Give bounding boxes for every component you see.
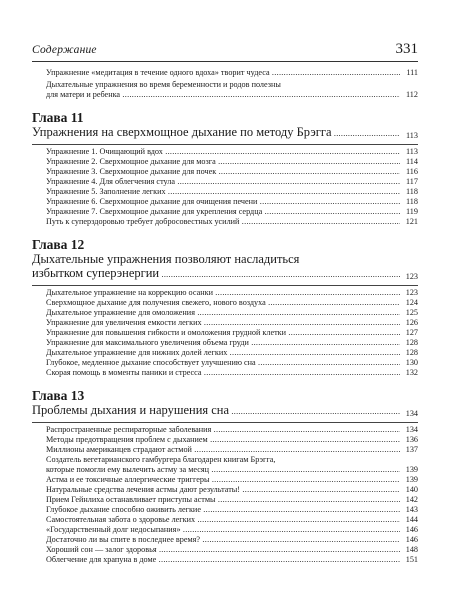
toc-entry[interactable] bbox=[32, 197, 418, 207]
toc-entry[interactable] bbox=[32, 535, 418, 545]
toc-entry-text: которые помогли ему вылечить астму за месяц ..... bbox=[46, 465, 400, 475]
toc-entry-text: Распространенные респираторные заболевания ..... bbox=[46, 425, 400, 435]
toc-entry[interactable] bbox=[32, 348, 418, 358]
toc-entry[interactable] bbox=[32, 525, 418, 535]
chapter-page: 123 bbox=[405, 272, 418, 281]
toc-entry[interactable] bbox=[32, 68, 418, 78]
page-number: 331 bbox=[395, 41, 418, 57]
toc-entry[interactable] bbox=[32, 455, 418, 475]
chapter-rule bbox=[32, 144, 418, 145]
toc-entry[interactable] bbox=[32, 177, 418, 187]
toc-entry-page: 123 bbox=[405, 288, 418, 297]
toc-entry-page: 136 bbox=[405, 435, 418, 444]
toc-entry[interactable] bbox=[32, 298, 418, 308]
toc-entry-page: 140 bbox=[405, 485, 418, 494]
toc-entry-text: Упражнение 2. Сверхмощное дыхание для мозга ..... bbox=[46, 157, 400, 167]
toc-entry-text: Глубокое дыхание способно оживить легкие ..... bbox=[46, 505, 400, 515]
toc-entry-text: Дыхательное упражнение для омоложения ..... bbox=[46, 308, 400, 318]
toc-entry-page: 137 bbox=[405, 445, 418, 454]
chapter-title[interactable]: Проблемы дыхания и нарушения сна ..... 134 bbox=[32, 403, 418, 419]
toc-entry[interactable] bbox=[32, 505, 418, 515]
toc-entry-text: Самостоятельная забота о здоровье легких ..... bbox=[46, 515, 400, 525]
toc-entry-page: 128 bbox=[405, 338, 418, 347]
toc-entry-text: Упражнение 7. Сверхмощное дыхание для укрепления сердца ..... bbox=[46, 207, 400, 217]
toc-entry[interactable] bbox=[32, 475, 418, 485]
toc-entry-text: Создатель вегетарианского гамбургера благодарен книгам Брэгга, bbox=[46, 455, 276, 464]
chapter-label: Глава 11 bbox=[32, 110, 84, 125]
chapter-label: Глава 13 bbox=[32, 388, 85, 403]
toc-entry-text: Глубокое, медленное дыхание способствует улучшению сна ..... bbox=[46, 358, 400, 368]
toc-entry[interactable] bbox=[32, 318, 418, 328]
toc-entry[interactable] bbox=[32, 445, 418, 455]
toc-entry-text: Путь к суперздоровью требует добросовестных усилий ..... bbox=[46, 217, 400, 227]
chapter-title[interactable]: Упражнения на сверхмощное дыхание по методу Брэгга ..... 113 bbox=[32, 125, 418, 141]
chapter-rule bbox=[32, 285, 418, 286]
toc-entry[interactable] bbox=[32, 338, 418, 348]
toc-entry-page: 118 bbox=[406, 197, 418, 206]
toc-entry-text: Прием Гейнлиха останавливает приступы астмы ..... bbox=[46, 495, 400, 505]
toc-entry-text: Дыхательное упражнение на коррекцию осанки ..... bbox=[46, 288, 400, 298]
toc-entry-text: Скорая помощь в моменты паники и стресса ..... bbox=[46, 368, 400, 378]
toc-entry[interactable] bbox=[32, 485, 418, 495]
toc-entry-page: 119 bbox=[406, 207, 418, 216]
chapter-title[interactable]: Дыхательные упражнения позволяют насладиться избытком суперэнергии ..... 123 bbox=[32, 252, 418, 282]
toc-entry[interactable] bbox=[32, 435, 418, 445]
toc-entry-text: «Государственный долг недосыпания» ..... bbox=[46, 525, 400, 535]
toc-entry[interactable] bbox=[32, 555, 418, 565]
toc-entry[interactable] bbox=[32, 80, 418, 100]
toc-entry-text: Дыхательное упражнение для нижних долей легких ..... bbox=[46, 348, 400, 358]
toc-entry-text: Дыхательные упражнения во время беременности и родов полезны bbox=[46, 80, 281, 89]
toc-entry-text: Упражнение 3. Сверхмощное дыхание для почек ..... bbox=[46, 167, 400, 177]
toc-entry[interactable] bbox=[32, 515, 418, 525]
toc-entry-page: 111 bbox=[406, 68, 418, 77]
toc-entry-text: Упражнение 1. Очищающий вдох ..... bbox=[46, 147, 400, 157]
toc-entry-page: 139 bbox=[405, 465, 418, 474]
toc-entry-text: Упражнение для повышения гибкости и омоложения грудной клетки ..... bbox=[46, 328, 400, 338]
toc-entry-text: Облегчение для храпуна в доме ..... bbox=[46, 555, 400, 565]
toc-entry-page: 148 bbox=[405, 545, 418, 554]
toc-entry-page: 112 bbox=[406, 90, 418, 99]
toc-entry-page: 130 bbox=[405, 358, 418, 367]
running-header bbox=[32, 41, 418, 61]
toc-entry-page: 125 bbox=[405, 308, 418, 317]
toc-entry-page: 146 bbox=[405, 525, 418, 534]
chapter-label: Глава 12 bbox=[32, 237, 85, 252]
toc-entry-page: 127 bbox=[405, 328, 418, 337]
chapter-page: 134 bbox=[405, 409, 418, 418]
toc-entry-text: Упражнение 4. Для облегчения стула ..... bbox=[46, 177, 400, 187]
toc-entry[interactable] bbox=[32, 167, 418, 177]
section-title: Содержание bbox=[32, 44, 97, 56]
toc-entry-page: 118 bbox=[406, 187, 418, 196]
toc-entry-text: Упражнение 5. Заполнение легких ..... bbox=[46, 187, 400, 197]
header-rule bbox=[32, 61, 418, 62]
toc-entry-text: Упражнение «медитация в течение одного вдоха» творит чудеса ..... bbox=[46, 68, 400, 78]
toc-entry-page: 132 bbox=[405, 368, 418, 377]
toc-entry[interactable] bbox=[32, 147, 418, 157]
toc-entry-text: Натуральные средства лечения астмы дают результаты! ..... bbox=[46, 485, 400, 495]
toc-entry[interactable] bbox=[32, 217, 418, 227]
toc-entry-text: Упражнение для увеличения емкости легких ..... bbox=[46, 318, 400, 328]
toc-entry-page: 143 bbox=[405, 505, 418, 514]
toc-entry-page: 113 bbox=[406, 147, 418, 156]
toc-entry-text: для матери и ребенка ..... bbox=[46, 90, 400, 100]
table-of-contents bbox=[32, 68, 418, 565]
toc-entry-text: Сверхмощное дыхание для получения свежего, нового воздуха ..... bbox=[46, 298, 400, 308]
toc-entry-page: 144 bbox=[405, 515, 418, 524]
toc-entry[interactable] bbox=[32, 157, 418, 167]
toc-entry[interactable] bbox=[32, 368, 418, 378]
toc-entry[interactable] bbox=[32, 545, 418, 555]
toc-entry-text: Астма и ее токсичные аллергические триггеры ..... bbox=[46, 475, 400, 485]
toc-entry-text: Миллионы американцев страдают астмой ..... bbox=[46, 445, 400, 455]
toc-entry[interactable] bbox=[32, 308, 418, 318]
toc-entry-page: 116 bbox=[406, 167, 418, 176]
toc-entry-text: Хороший сон — залог здоровья ..... bbox=[46, 545, 400, 555]
toc-entry-page: 128 bbox=[405, 348, 418, 357]
toc-entry-page: 126 bbox=[405, 318, 418, 327]
toc-entry[interactable] bbox=[32, 288, 418, 298]
toc-entry-text: Упражнение 6. Сверхмощное дыхание для очищения печени ..... bbox=[46, 197, 400, 207]
toc-entry-text: Достаточно ли вы спите в последнее время? ..... bbox=[46, 535, 400, 545]
toc-entry-text: Упражнение для максимального увеличения объема груди ..... bbox=[46, 338, 400, 348]
toc-entry-text: Методы предотвращения проблем с дыханием ..... bbox=[46, 435, 400, 445]
toc-entry-page: 114 bbox=[406, 157, 418, 166]
toc-entry-page: 121 bbox=[405, 217, 418, 226]
chapter-page: 113 bbox=[406, 131, 418, 140]
toc-entry[interactable] bbox=[32, 207, 418, 217]
toc-entry-page: 146 bbox=[405, 535, 418, 544]
toc-entry-page: 151 bbox=[405, 555, 418, 564]
toc-entry-page: 142 bbox=[405, 495, 418, 504]
toc-entry-page: 117 bbox=[406, 177, 418, 186]
toc-entry[interactable] bbox=[32, 187, 418, 197]
toc-entry-page: 134 bbox=[405, 425, 418, 434]
toc-entry[interactable] bbox=[32, 328, 418, 338]
toc-entry-page: 139 bbox=[405, 475, 418, 484]
toc-entry[interactable] bbox=[32, 358, 418, 368]
toc-entry-page: 124 bbox=[405, 298, 418, 307]
toc-entry[interactable] bbox=[32, 425, 418, 435]
toc-entry[interactable] bbox=[32, 495, 418, 505]
chapter-rule bbox=[32, 422, 418, 423]
